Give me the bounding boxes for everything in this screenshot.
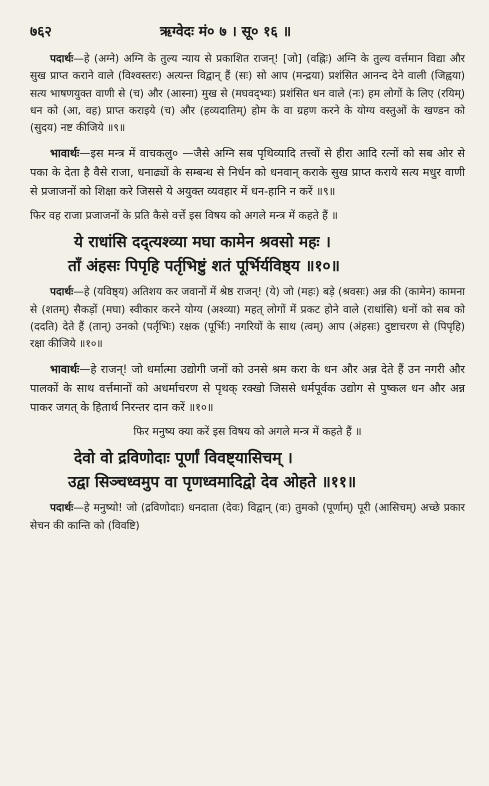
padarth-text: —हे (अग्ने) अग्नि के तुल्य न्याय से प्रकाशित राजन्! [जो] (वह्निः) अग्नि के तुल्य वर्त्तमान विद्या और सुख प्राप्त कराने वाले (विश्वस्तरः) अत्यन्त विद्वान् हैं (सः) सो आप (मन्द्रया) प्रशंसित आनन्द देने वाली (जिह्वया) सत्य भाषणयुक्त वाणी से (च) और (आस्ना) मुख से (मघवद्भ्यः) प्रशंसित धन वाले (नः) हम लोगों के लिए (रयिम्) धन को (आ, वह) प्राप्त कराइये (च) और (हव्यदातिम्) होम के वा ग्रहण करने के योग्य वस्तुओं के खण्डन को (सुदय) नष्ट कीजिये ॥९॥ xyxy=(30,53,466,135)
padarth-label: पदार्थः xyxy=(50,502,74,515)
running-head: ऋग्वेदः मं० ७ । सू० १६ ॥ xyxy=(160,24,292,40)
padarth-paragraph-9 xyxy=(30,51,465,137)
padarth-paragraph-10 xyxy=(30,284,465,353)
padarth-text: —हे (यविष्ठ्य) अतिशय कर जवानों में श्रेष्ठ राजन्! (ये) जो (महः) बड़े (श्रवसः) अन्न की (कामेन) कामना से (शतम्) सैकड़ों (मघा) स्वीकार करने योग्य (अश्व्या) महत् लोगों में प्रकट होने वाले (राधांसि) धनों को सब को (ददति) देते हैं (तान्) उनको (पर्तृभिः) रक्षक (पूर्भिः) नगरियों के साथ (त्वम्) आप (अंहसः) दुष्टाचरण से (पिपृहि) रक्षा कीजिये ॥१०॥ xyxy=(30,286,465,351)
bhavarth-label: भावार्थः xyxy=(50,363,80,377)
padarth-text: —हे मनुष्यो! जो (द्रविणोदाः) धनदाता (देवः) विद्वान् (वः) तुमको (पूर्णाम्) पूरी (आसिचम्) अच्छे प्रकार सेचन की कान्ति को (विवष्टि) xyxy=(30,502,465,532)
padarth-label: पदार्थः xyxy=(50,53,74,65)
bhavarth-label: भावार्थः xyxy=(50,147,80,161)
verse-11-line-1: देवो वो द्रविणोदाः पूर्णां विवष्ट्यासिचम् । xyxy=(74,449,293,468)
bhavarth-paragraph-9 xyxy=(30,145,465,201)
page-number: ७६२ xyxy=(30,24,52,40)
verse-intro-10: फिर वह राजा प्रजाजनों के प्रति कैसे वर्त्ते इस विषय को अगले मन्त्र में कहते हैं ॥ xyxy=(30,209,338,223)
verse-10-line-2: ताँ अंहसः पिपृहि पर्तृभिष्टुं शतं पूर्भिर्यविष्ठ्य ॥१०॥ xyxy=(68,257,340,276)
verse-10-line-1: ये राधांसि दद्त्यश्व्या मघा कामेन श्रवसो महः । xyxy=(74,233,331,252)
bhavarth-paragraph-10 xyxy=(30,361,465,417)
bhavarth-text: —हे राजन्! जो धर्मात्मा उद्योगी जनों को उनसे श्रम करा के धन और अन्न देते हैं उन नगरी और पालकों के साथ वर्त्तमानों को अधर्माचरण से पृथक् रक्खो जिससे धर्मपूर्वक उद्योग से पुष्कल धन और अन्न पाकर जगत् के हितार्थ निरन्तर दान करें ॥१०॥ xyxy=(30,363,465,414)
verse-11-line-2: उद्वा सिञ्चध्वमुप वा पृणध्वमादिद्वो देव ओहते ॥११॥ xyxy=(68,473,357,492)
bhavarth-text: —इस मन्त्र में वाचकलु० —जैसे अग्नि सब पृथिव्यादि तत्त्वों से हीरा आदि रत्नों को सब ओर से पका के देता है वैसे राजा, धनाढ्यों के सम्बन्ध से निर्धन को धनवान् कराके सुख प्राप्त कराये सत्य मधुर वाणी से प्रजाजनों को शिक्षा करे जिससे ये अयुक्त व्यवहार में धन-हानि न करें ॥९॥ xyxy=(30,147,465,198)
verse-intro-11: फिर मनुष्य क्या करें इस विषय को अगले मन्त्र में कहते हैं ॥ xyxy=(133,425,362,439)
padarth-label: पदार्थः xyxy=(50,286,74,299)
page-header xyxy=(30,22,465,41)
padarth-paragraph-11 xyxy=(30,500,465,535)
